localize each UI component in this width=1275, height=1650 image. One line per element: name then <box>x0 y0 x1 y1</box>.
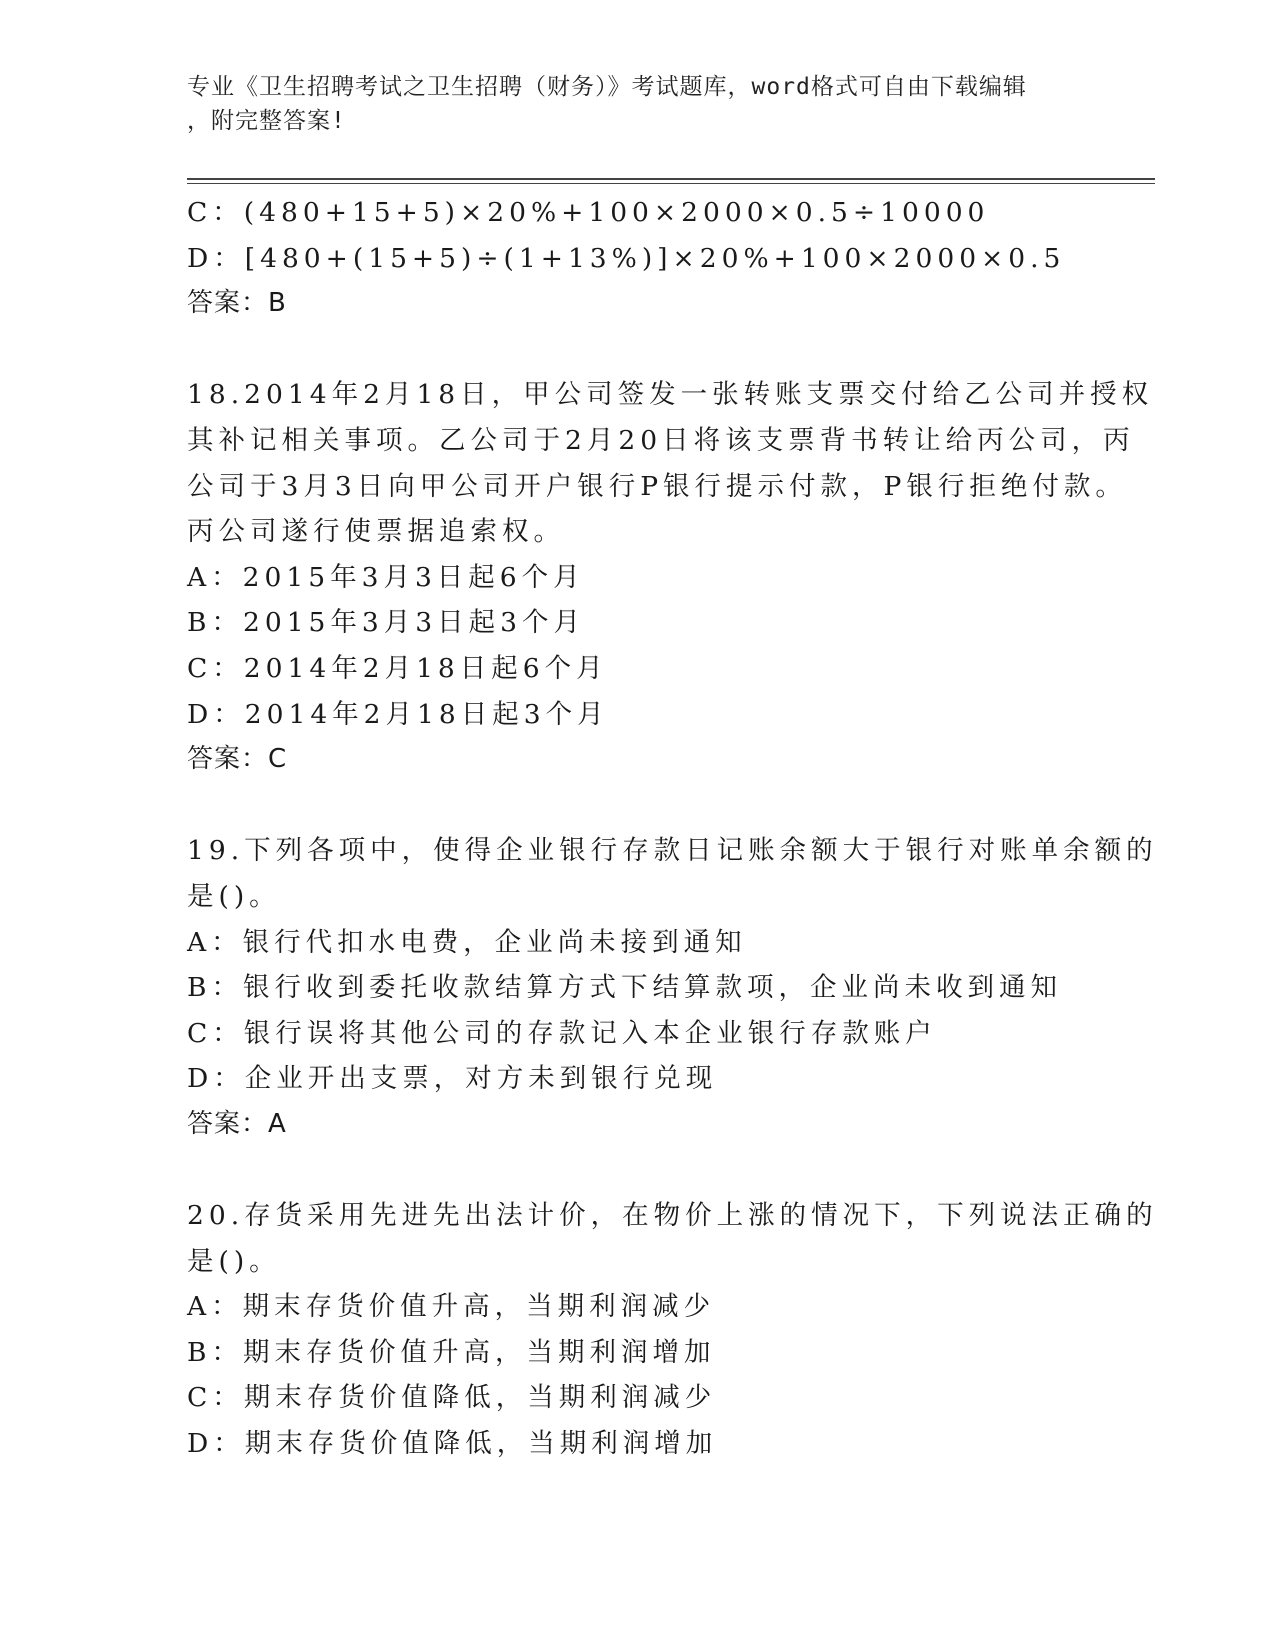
q18-stem-line-3: 公司于3月3日向甲公司开户银行P银行提示付款，P银行拒绝付款。 <box>187 470 1127 502</box>
q19-option-d: D：企业开出支票，对方未到银行兑现 <box>187 1063 718 1095</box>
q18-option-c: C：2014年2月18日起6个月 <box>187 652 608 684</box>
header-line-1: 专业《卫生招聘考试之卫生招聘（财务）》考试题库，word格式可自由下载编辑 <box>187 74 1027 100</box>
q17-answer: 答案：B <box>187 288 287 319</box>
q19-option-c: C：银行误将其他公司的存款记入本企业银行存款账户 <box>187 1017 937 1049</box>
q19-option-b: B：银行收到委托收款结算方式下结算款项，企业尚未收到通知 <box>187 972 1062 1004</box>
question-18 <box>187 372 1154 782</box>
header-line-2: ，附完整答案! <box>187 108 346 134</box>
document-body <box>187 190 1158 1467</box>
q19-stem-line-1: 19.下列各项中，使得企业银行存款日记账余额大于银行对账单余额的 <box>187 835 1158 867</box>
q18-option-b: B：2015年3月3日起3个月 <box>187 607 585 639</box>
q19-answer: 答案：A <box>187 1108 287 1139</box>
spacer <box>187 327 1087 373</box>
q20-stem-line-1: 20.存货采用先进先出法计价，在物价上涨的情况下，下列说法正确的 <box>187 1200 1158 1232</box>
q18-answer: 答案：C <box>187 744 288 775</box>
q20-option-d: D：期末存货价值降低，当期利润增加 <box>187 1428 718 1460</box>
q19-option-a: A：银行代扣水电费，企业尚未接到通知 <box>187 926 747 958</box>
q20-option-b: B：期末存货价值升高，当期利润增加 <box>187 1336 716 1368</box>
page-header <box>187 70 1067 138</box>
question-19 <box>187 828 1158 1147</box>
q18-stem-line-1: 18.2014年2月18日，甲公司签发一张转账支票交付给乙公司并授权 <box>187 379 1154 411</box>
q17-option-c: C：(480+15+5)×20%+100×2000×0.5÷10000 <box>187 197 990 228</box>
q17-option-d: D：[480+(15+5)÷(1+13%)]×20%+100×2000×0.5 <box>187 242 1066 274</box>
q20-stem-line-2: 是()。 <box>187 1245 281 1277</box>
spacer <box>187 783 1087 829</box>
q20-option-a: A：期末存货价值升高，当期利润减少 <box>187 1291 716 1323</box>
question-20 <box>187 1193 1158 1467</box>
spacer <box>187 1147 1087 1193</box>
q18-stem-line-4: 丙公司遂行使票据追索权。 <box>187 516 565 548</box>
question-17-tail <box>187 190 1087 327</box>
q19-stem-line-2: 是()。 <box>187 880 281 912</box>
q20-option-c: C：期末存货价值降低，当期利润减少 <box>187 1382 717 1414</box>
header-divider-thick <box>187 178 1155 180</box>
header-divider-thin <box>187 183 1155 184</box>
q18-option-a: A：2015年3月3日起6个月 <box>187 561 585 593</box>
q18-option-d: D：2014年2月18日起3个月 <box>187 698 609 730</box>
q18-stem-line-2: 其补记相关事项。乙公司于2月20日将该支票背书转让给丙公司，丙 <box>187 424 1135 456</box>
